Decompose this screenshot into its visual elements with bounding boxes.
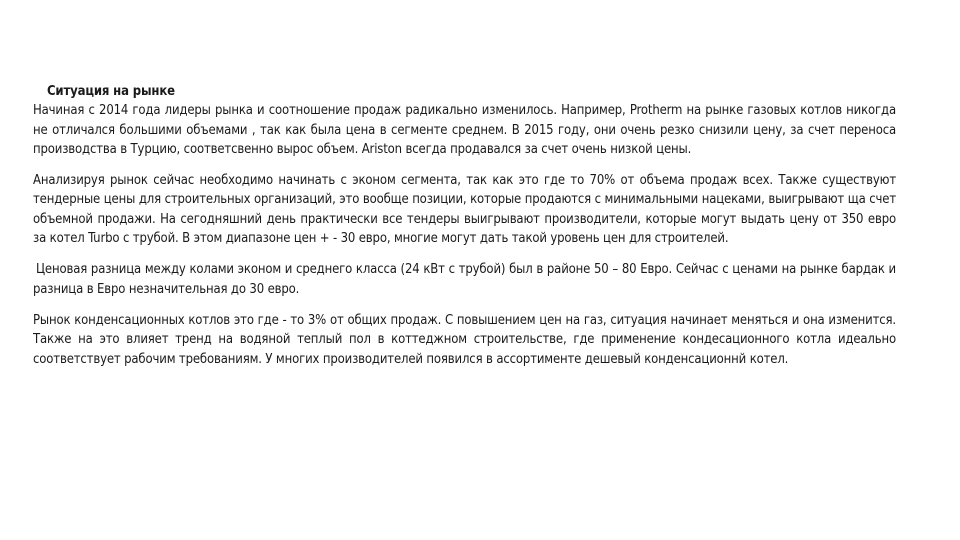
- text-body: [33, 82, 896, 369]
- paragraph-market-analysis: Анализируя рынок сейчас необходимо начинать с эконом сегмента, так как это где то 70% от объема продаж всех. Также существуют тендерные цены для строительных организаций, это вообще позиции, которые продаются с минимальными нацеками, выигрывают ща счет объемной продажи. На сегодняшний день практически все тендеры выигрывают производители, которые могут выдать цену от 350 евро за котел Turbo с трубой. В этом диапазоне цен + - 30 евро, многие могут дать такой уровень цен для строителей.: [33, 173, 896, 247]
- paragraph-price-difference: Ценовая разница между колами эконом и среднего класса (24 кВт с трубой) был в районе 50 – 80 Евро. Сейчас с ценами на рынке бардак и разница в Евро незначительная до 30 евро.: [33, 262, 896, 297]
- paragraph-market-leaders: Начиная с 2014 года лидеры рынка и соотношение продаж радикально изменилось. Например, Protherm на рынке газовых котлов никогда не отличался большими объемами , так как была цена в сегменте среднем. В 2015 году, они очень резко снизили цену, за счет переноса производства в Турцию, соответсвенно вырос объем. Ariston всегда продавался за счет очень низкой цены.: [33, 103, 896, 157]
- paragraph-condensing-boilers: Рынок конденсационных котлов это где - то 3% от общих продаж. С повышением цен на газ, ситуация начинает меняться и она изменится. Также на это влияет тренд на водяной теплый пол в коттеджном строительстве, где применение кондесационного котла идеально соответствует рабочим требованиям. У многих производителей появился в ассортименте дешевый конденсационнй котел.: [33, 312, 896, 367]
- page-title: Ситуация на рынке: [47, 84, 175, 99]
